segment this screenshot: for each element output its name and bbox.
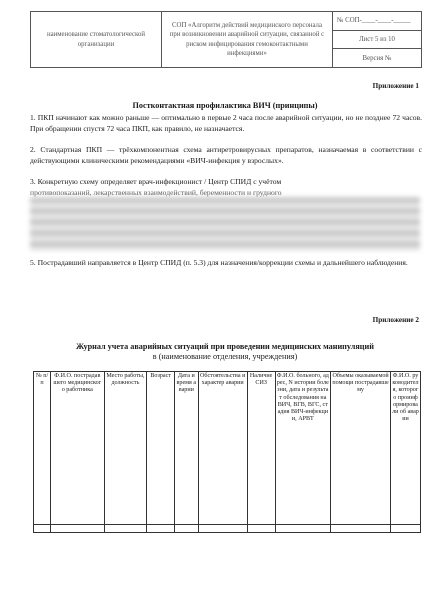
column-header: Ф.И.О. пострадавшего медицинского работника xyxy=(51,372,104,525)
column-header: Ф.И.О. больного, адрес, N истории болезни, дата и результат обследования на ВИЧ, ВГВ, ВГС, стадия ВИЧ-инфекции, АРВТ xyxy=(275,372,331,525)
column-header: Обстоятельства и характер аварии xyxy=(198,372,247,525)
paragraph-5: 5. Пострадавший направляется в Центр СПИД (п. 5.3) для назначения/коррекции схемы и дальнейшего наблюдения. xyxy=(30,258,408,267)
organization-name: наименование стоматологической организации xyxy=(31,12,162,67)
column-header: Ф.И.О. руководителя, которого проинформировали об аварии xyxy=(390,372,420,525)
table-cell xyxy=(247,525,275,533)
column-header: Возраст xyxy=(147,372,175,525)
sop-title: СОП «Алгоритм действий медицинского персонала при возникновении аварийной ситуации, связанной с риском инфицирования гемоконтактными инфекциями» xyxy=(162,12,333,67)
column-header: Дата и время аварии xyxy=(175,372,199,525)
appendix-1-title: Постконтактная профилактика ВИЧ (принципы) xyxy=(132,101,318,110)
appendix-1-label: Приложение 1 xyxy=(372,82,419,90)
paragraph-2: 2. Стандартная ПКП — трёхкомпонентная схема антиретровирусных препаратов, назначаемая в соответствии с действующими клиническими рекомендациями «ВИЧ-инфекция у взрослых». xyxy=(30,145,422,165)
sop-number: № СОП-____-____-_____ xyxy=(337,17,411,25)
journal-title-line-2: в (наименование отделения, учреждения) xyxy=(152,352,298,362)
table-cell xyxy=(331,525,391,533)
column-header: Наличие СИЗ xyxy=(247,372,275,525)
table-cell xyxy=(275,525,331,533)
sop-header-box xyxy=(30,11,422,68)
paragraph-3-line-1: 3. Конкретную схему определяет врач-инфекционист / Центр СПИД с учётом xyxy=(30,177,282,186)
paragraph-3 xyxy=(30,177,422,198)
paragraph-3-line-2: противопоказаний, лекарственных взаимодействий, беременности и грудного xyxy=(30,187,282,197)
column-header: № п/п xyxy=(34,372,51,525)
table-cell xyxy=(198,525,247,533)
table-cell xyxy=(147,525,175,533)
sop-meta xyxy=(333,12,421,67)
table-header-row xyxy=(34,372,421,525)
appendix-2-label: Приложение 2 xyxy=(372,316,419,324)
table-cell xyxy=(34,525,51,533)
version-number: Версия № xyxy=(333,48,421,67)
column-header: Место работы, должность xyxy=(104,372,147,525)
table-cell xyxy=(390,525,420,533)
table-row xyxy=(34,525,421,533)
journal-title xyxy=(30,342,420,363)
accident-journal-table xyxy=(33,371,421,533)
journal-title-line-1: Журнал учета аварийных ситуаций при проведении медицинских манипуляций xyxy=(76,342,374,351)
table-cell xyxy=(175,525,199,533)
column-header: Объемы оказываемой помощи пострадавшему xyxy=(331,372,391,525)
table-cell xyxy=(51,525,104,533)
paragraph-1: 1. ПКП начинают как можно раньше — оптимально в первые 2 часа после аварийной ситуации, но не позднее 72 часов. При обращении спустя 72 часа ПКП, как правило, не назначается. xyxy=(30,113,422,133)
table-cell xyxy=(104,525,147,533)
redacted-blurred-text xyxy=(30,197,420,251)
sheet-number: Лист 5 из 10 xyxy=(333,30,421,49)
